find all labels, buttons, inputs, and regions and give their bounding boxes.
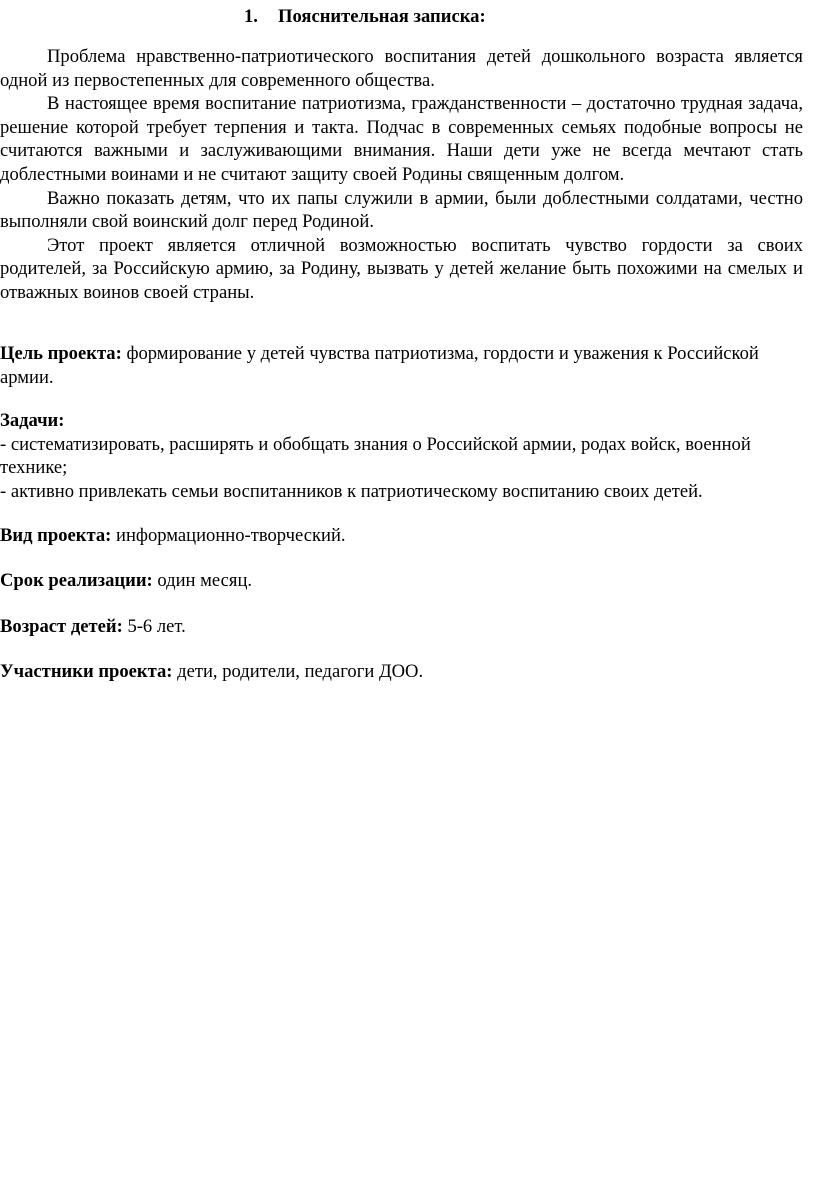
goal-text: формирование у детей чувства патриотизма, гордости и уважения к Российской армии. <box>0 343 759 388</box>
project-goal <box>0 342 803 389</box>
participants-label: Участники проекта: <box>0 661 173 682</box>
goal-label: Цель проекта: <box>0 343 122 364</box>
intro-paragraph: В настоящее время воспитание патриотизма, гражданственности – достаточно трудная задача, решение которой требует терпения и такта. Подчас в современных семьях подобные вопросы не считаются важными и заслуживающими внимания. Наши дети уже не всегда мечтают стать доблестными воинами и не считают защиту своей Родины священным долгом. <box>0 93 803 185</box>
age-text: 5-6 лет. <box>122 616 186 637</box>
task-item: - систематизировать, расширять и обобщать знания о Российской армии, родах войск, военной технике; <box>0 433 751 479</box>
participants-text: дети, родители, педагоги ДОО. <box>172 661 424 682</box>
intro-paragraph: Проблема нравственно-патриотического воспитания детей дошкольного возраста является одной из первостепенных для современного общества. <box>0 46 803 91</box>
term-label: Срок реализации: <box>0 570 153 591</box>
term-text: один месяц. <box>152 570 253 591</box>
intro-text <box>0 45 803 305</box>
section-heading <box>244 5 486 29</box>
project-type <box>0 524 803 548</box>
tasks-label: Задачи: <box>0 410 65 431</box>
project-type-text: информационно-творческий. <box>111 525 346 546</box>
project-type-label: Вид проекта: <box>0 525 112 546</box>
intro-paragraph: Важно показать детям, что их папы служили в армии, были доблестными солдатами, честно выполняли свой воинский долг перед Родиной. <box>0 187 803 233</box>
children-age <box>0 615 803 639</box>
task-item: - активно привлекать семьи воспитанников к патриотическому воспитанию своих детей. <box>0 480 703 502</box>
project-tasks <box>0 409 803 503</box>
intro-paragraph: Этот проект является отличной возможностью воспитать чувство гордости за своих родителей, за Российскую армию, за Родину, вызвать у детей желание быть похожими на смелых и отважных воинов своей страны. <box>0 234 803 303</box>
heading-title: Пояснительная записка: <box>278 6 486 27</box>
heading-number: 1. <box>244 6 258 27</box>
age-label: Возраст детей: <box>0 616 123 637</box>
project-term <box>0 569 803 593</box>
project-participants <box>0 660 803 684</box>
